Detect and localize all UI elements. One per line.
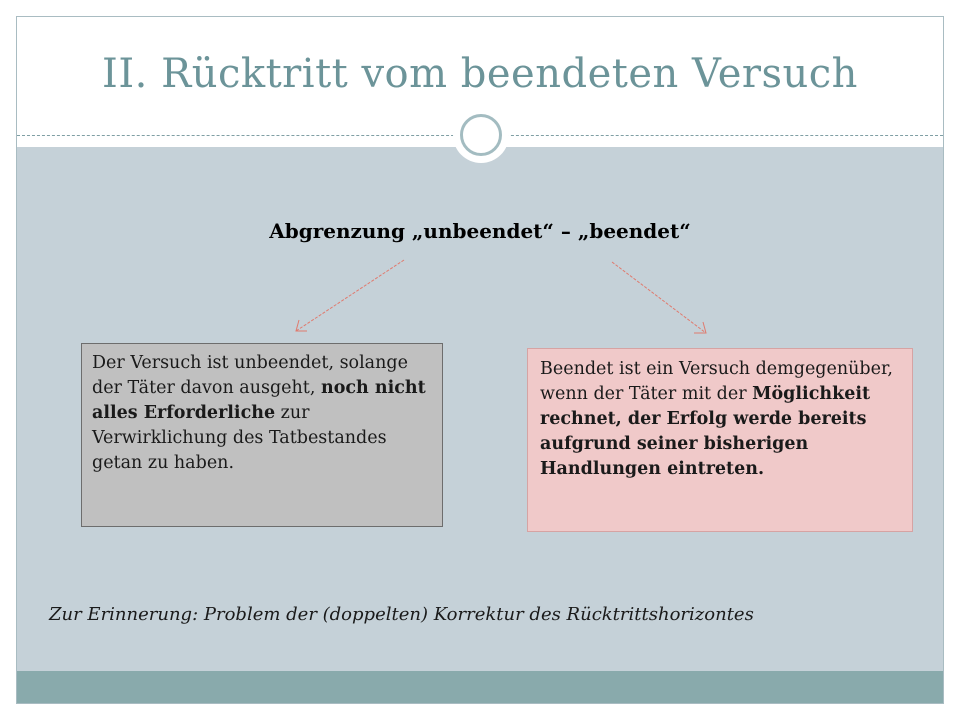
arrow-left-line <box>296 260 404 331</box>
unbeendet-text-part1: Der Versuch ist unbeendet, solange der Täter davon ausgeht, <box>92 353 408 398</box>
beendet-text-part1: Beendet ist ein Versuch demgegenüber, wenn der Täter mit der <box>540 359 893 404</box>
arrow-right-line <box>612 262 706 333</box>
reminder-note: Zur Erinnerung: Problem der (doppelten) Korrektur des Rücktrittshorizontes <box>49 604 754 625</box>
unbeendet-text-part2: zur Verwirklichung des Tatbestandes getan zu haben. <box>92 403 387 473</box>
beendet-text-bold: Möglichkeit rechnet, der Erfolg werde bereits aufgrund seiner bisherigen Handlungen eintreten. <box>540 384 871 479</box>
unbeendet-text-bold: noch nicht alles Erforderliche <box>92 378 426 423</box>
section-heading: Abgrenzung „unbeendet“ – „beendet“ <box>269 219 691 243</box>
slide-title: II. Rücktritt vom beendeten Versuch <box>102 51 858 97</box>
